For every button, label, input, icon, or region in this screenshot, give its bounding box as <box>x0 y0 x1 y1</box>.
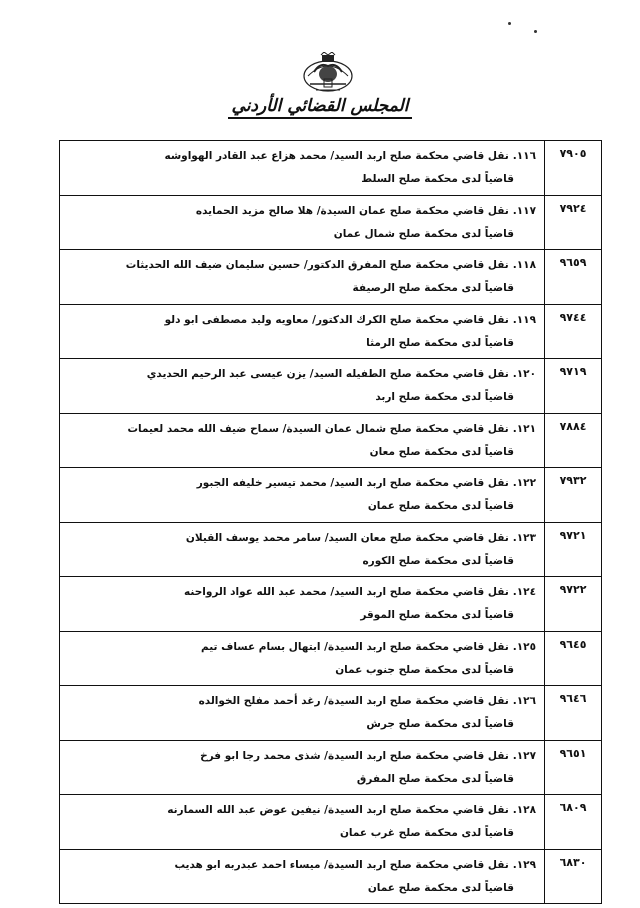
item-number: ١٢٦. <box>512 695 536 707</box>
item-number: ١٢٤. <box>512 586 536 598</box>
transfer-decision-line <box>70 854 536 877</box>
item-number: ١١٩. <box>512 313 536 326</box>
transfer-decision-line <box>70 145 536 168</box>
judge-number: ٩٦٤٦ <box>545 686 602 741</box>
transfer-text-cell <box>60 250 545 305</box>
transfer-from-text: نقل قاضي محكمة صلح اربد السيد/ محمد عبد الله عواد الرواحنه <box>184 586 509 598</box>
transfer-to-text: قاضياً لدى محكمة صلح المفرق <box>356 772 514 785</box>
judge-number: ٧٩٠٥ <box>545 141 602 196</box>
item-number: ١٢٨. <box>512 804 536 816</box>
transfer-to-text: قاضياً لدى محكمة صلح عمان <box>367 881 514 894</box>
judge-number: ٧٩٢٤ <box>545 196 602 251</box>
transfer-text-cell <box>60 850 545 905</box>
item-number: ١٢٥. <box>512 640 536 653</box>
jordan-coat-of-arms-icon <box>302 52 354 94</box>
transfer-from-text: نقل قاضي محكمة صلح عمان السيدة/ هلا صالح مزيد الحمايده <box>195 204 509 217</box>
judge-number: ٩٧٢٢ <box>545 577 602 632</box>
table-row <box>60 577 602 632</box>
transfer-from-text: نقل قاضي محكمة صلح اربد السيدة/ شذى محمد رجا ابو فرخ <box>200 749 509 762</box>
transfer-decision-line <box>70 527 536 550</box>
table-row <box>60 523 602 578</box>
transfer-text-cell <box>60 632 545 687</box>
transfer-decision-line <box>70 636 536 659</box>
item-number: ١١٦. <box>512 150 536 162</box>
table-row <box>60 141 602 196</box>
transfer-text-cell <box>60 523 545 578</box>
item-number: ١١٨. <box>512 259 536 271</box>
council-name-text: المجلس القضائي الأردني <box>228 96 413 119</box>
table-row <box>60 359 602 414</box>
transfer-decision-line <box>70 799 536 822</box>
judge-number: ٧٩٣٢ <box>545 468 602 523</box>
transfer-decision-line <box>70 581 536 604</box>
transfer-decision-line <box>70 418 536 441</box>
transfer-decision-line <box>70 745 536 768</box>
transfer-from-text: نقل قاضي محكمة صلح اربد السيد/ محمد هزاع عبد القادر الهواوشه <box>164 150 509 162</box>
judge-number: ٩٦٥٩ <box>545 250 602 305</box>
judge-number: ٦٨٠٩ <box>545 795 602 850</box>
transfer-from-text: نقل قاضي محكمة صلح اربد السيدة/ ميساء احمد عبدربه ابو هديب <box>174 858 509 871</box>
table-row <box>60 468 602 523</box>
council-name <box>0 96 640 116</box>
transfer-text-cell <box>60 577 545 632</box>
transfer-from-text: نقل قاضي محكمة صلح اربد السيد/ محمد تيسير خليفه الجبور <box>196 477 509 489</box>
transfer-decision-line <box>70 690 536 713</box>
transfer-text-cell <box>60 468 545 523</box>
transfer-from-text: نقل قاضي محكمة صلح المفرق الدكتور/ حسين سليمان ضيف الله الحديثات <box>125 259 509 271</box>
table-row <box>60 850 602 905</box>
transfer-text-cell <box>60 414 545 469</box>
letterhead <box>0 52 640 122</box>
transfer-from-text: نقل قاضي محكمة صلح شمال عمان السيدة/ سماح ضيف الله محمد لعيمات <box>127 422 509 435</box>
transfer-from-text: نقل قاضي محكمة صلح الكرك الدكتور/ معاويه وليد مصطفى ابو دلو <box>164 313 509 326</box>
transfer-text-cell <box>60 141 545 196</box>
transfer-to-text: قاضياً لدى محكمة صلح جرش <box>366 718 514 730</box>
judge-number: ٩٧٢١ <box>545 523 602 578</box>
transfer-from-text: نقل قاضي محكمة صلح اربد السيدة/ ابتهال بسام عساف تيم <box>201 640 509 653</box>
transfer-text-cell <box>60 741 545 796</box>
table-row <box>60 795 602 850</box>
transfer-decision-line <box>70 200 536 223</box>
judge-number: ٦٨٣٠ <box>545 850 602 905</box>
transfer-text-cell <box>60 196 545 251</box>
table-row <box>60 305 602 360</box>
transfer-to-text: قاضياً لدى محكمة صلح اربد <box>375 391 514 403</box>
table-row <box>60 632 602 687</box>
transfer-from-text: نقل قاضي محكمة صلح اربد السيدة/ رغد أحمد مفلح الخوالده <box>198 695 509 707</box>
transfer-text-cell <box>60 359 545 414</box>
judge-number: ٩٦٥١ <box>545 741 602 796</box>
transfers-table <box>59 140 602 904</box>
judge-number: ٩٧١٩ <box>545 359 602 414</box>
transfer-from-text: نقل قاضي محكمة صلح اربد السيدة/ نيفين عوض عبد الله السمارنه <box>167 804 509 816</box>
judge-number: ٩٧٤٤ <box>545 305 602 360</box>
transfer-from-text: نقل قاضي محكمة صلح الطفيله السيد/ يزن عيسى عبد الرحيم الحديدي <box>146 368 509 380</box>
item-number: ١٢٠. <box>512 368 536 380</box>
item-number: ١٢٧. <box>512 749 536 762</box>
transfer-from-text: نقل قاضي محكمة صلح معان السيد/ سامر محمد يوسف القيلان <box>185 531 509 544</box>
judge-number: ٩٦٤٥ <box>545 632 602 687</box>
item-number: ١١٧. <box>512 204 536 217</box>
transfer-to-text: قاضياً لدى محكمة صلح غرب عمان <box>339 827 514 839</box>
item-number: ١٢١. <box>512 422 536 435</box>
transfer-to-text: قاضياً لدى محكمة صلح الموقر <box>360 609 514 621</box>
transfer-text-cell <box>60 305 545 360</box>
transfer-decision-line <box>70 472 536 495</box>
table-row <box>60 196 602 251</box>
item-number: ١٢٩. <box>512 858 536 871</box>
transfer-to-text: قاضياً لدى محكمة صلح الرصيفة <box>352 282 514 294</box>
transfer-to-text: قاضياً لدى محكمة صلح السلط <box>361 173 514 185</box>
transfer-text-cell <box>60 795 545 850</box>
transfer-text-cell <box>60 686 545 741</box>
table-row <box>60 686 602 741</box>
table-row <box>60 741 602 796</box>
transfer-decision-line <box>70 363 536 386</box>
table-row <box>60 414 602 469</box>
transfer-to-text: قاضياً لدى محكمة صلح جنوب عمان <box>335 663 514 676</box>
item-number: ١٢٢. <box>512 477 536 489</box>
transfer-decision-line <box>70 309 536 332</box>
transfer-to-text: قاضياً لدى محكمة صلح معان <box>369 445 514 458</box>
transfer-to-text: قاضياً لدى محكمة صلح الرمثا <box>366 336 514 349</box>
table-row <box>60 250 602 305</box>
transfer-to-text: قاضياً لدى محكمة صلح شمال عمان <box>333 227 514 240</box>
transfer-decision-line <box>70 254 536 277</box>
transfer-to-text: قاضياً لدى محكمة صلح عمان <box>367 500 514 512</box>
judge-number: ٧٨٨٤ <box>545 414 602 469</box>
item-number: ١٢٣. <box>512 531 536 544</box>
transfer-to-text: قاضياً لدى محكمة صلح الكوره <box>362 554 514 567</box>
